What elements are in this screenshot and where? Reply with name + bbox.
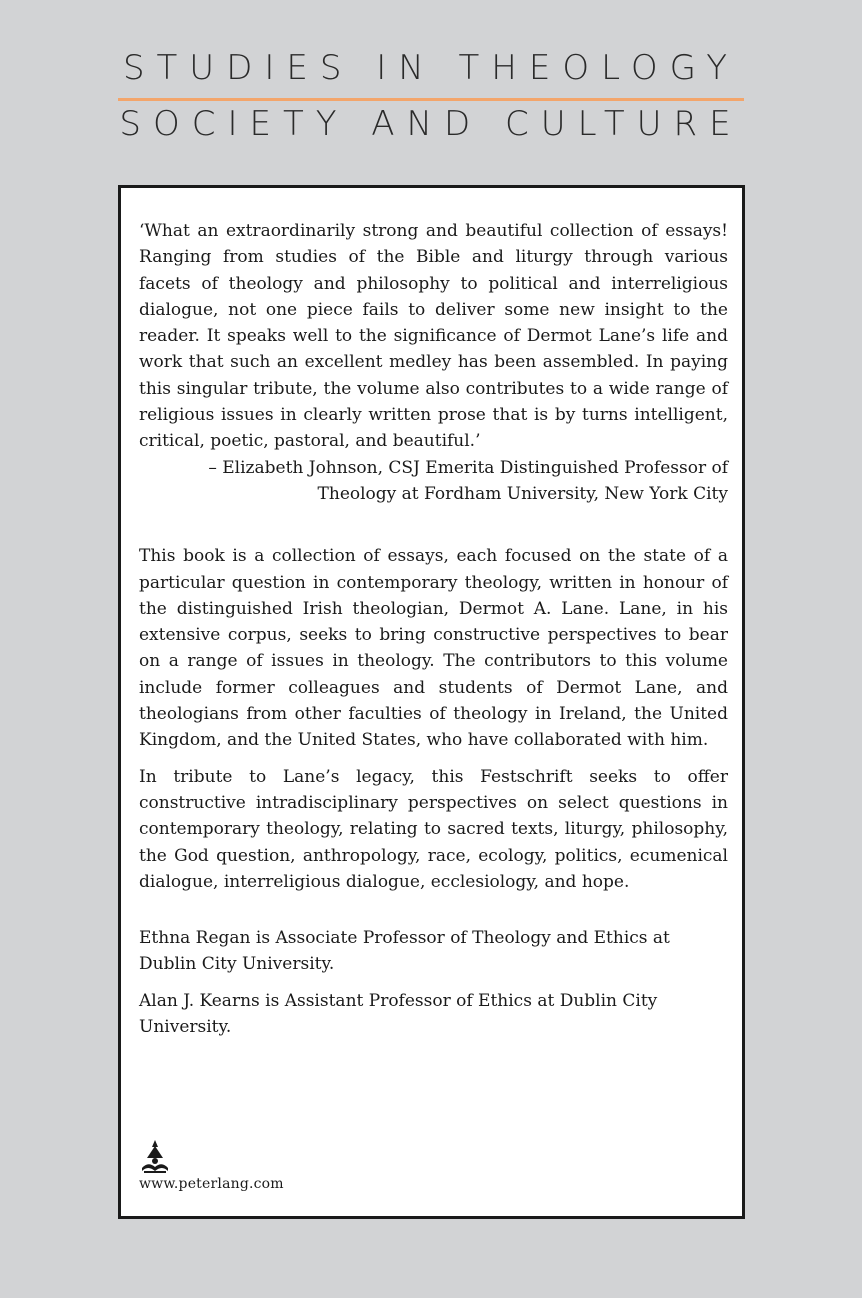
series-title-line2: SOCIETY AND CULTURE — [119, 104, 743, 144]
panel-content — [139, 218, 728, 1040]
accent-rule — [118, 98, 744, 101]
endorsement-quote: ‘What an extraordinarily strong and beautiful collection of essays! Ranging from studies of the Bible and liturgy through various facets of theology and philosophy to political and interreligious dialogue, not one piece fails to deliver some new insight to the reader. It speaks well to the significance of Dermot Lane’s life and work that such an excellent medley has been assembled. In paying this singular tribute, the volume also contributes to a wide range of religious issues in clearly written prose that is by turns intelligent, critical, poetic, pastoral, and beautiful.’ — [139, 221, 728, 452]
publisher-url[interactable]: www.peterlang.com — [139, 1176, 284, 1192]
back-cover-panel — [118, 185, 745, 1219]
blurb-paragraph-1: This book is a collection of essays, each focused on the state of a particular question in contemporary theology, written in honour of the distinguished Irish theologian, Dermot A. Lane. Lane, in his extensive corpus, seeks to bring constructive perspectives to bear on a range of issues in theology. The contributors to this volume include former colleagues and students of Dermot Lane, and theologians from other faculties of theology in Ireland, the United Kingdom, and the United States, who have collaborated with him. — [139, 546, 728, 751]
endorsement-attribution-line1: – Elizabeth Johnson, CSJ Emerita Distinguished Professor of — [208, 457, 728, 478]
series-title-line1: STUDIES IN THEOLOGY — [122, 48, 740, 88]
endorsement-attribution-line2: Theology at Fordham University, New York City — [317, 483, 728, 504]
blurb-paragraph-2: In tribute to Lane’s legacy, this Festschrift seeks to offer constructive intradisciplinary perspectives on select questions in contemporary theology, relating to sacred texts, liturgy, philosophy, the God question, anthropology, race, ecology, politics, ecumenical dialogue, interreligious dialogue, ecclesiology, and hope. — [139, 766, 728, 892]
peter-lang-logo-icon — [139, 1140, 171, 1174]
editor-bio-regan: Ethna Regan is Associate Professor of Theology and Ethics at Dublin City University. — [139, 928, 670, 975]
editor-bio-kearns: Alan J. Kearns is Assistant Professor of Ethics at Dublin City University. — [139, 990, 658, 1038]
